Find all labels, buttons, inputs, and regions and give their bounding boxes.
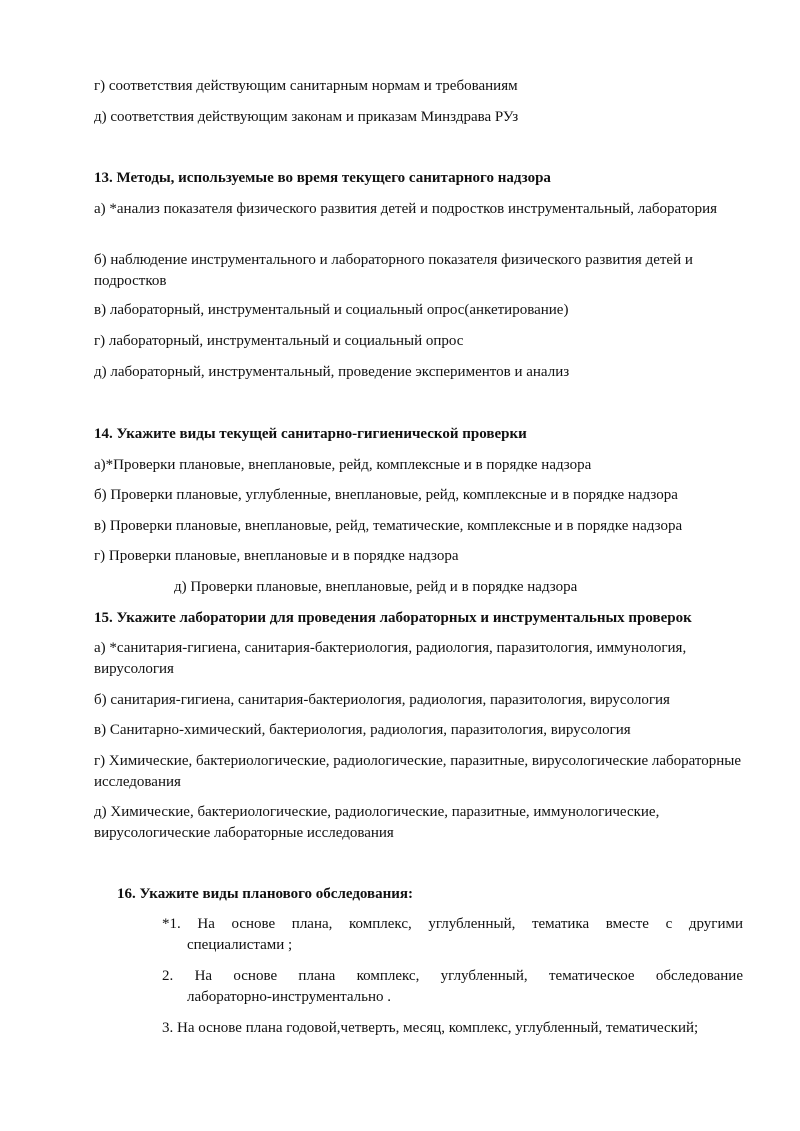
q15-answer-v: в) Санитарно-химический, бактериология, радиология, паразитология, вирусология — [94, 722, 631, 738]
q14-answer-v: в) Проверки плановые, внеплановые, рейд, тематические, комплексные и в порядке надзора — [94, 518, 683, 534]
question-13-title: 13. Методы, используемые во время текущего санитарного надзора — [94, 170, 551, 186]
q15-answer-a: а) *санитария-гигиена, санитария-бактериология, радиология, паразитология, иммунология, вирусология — [94, 640, 687, 677]
question-14-title: 14. Укажите виды текущей санитарно-гигиенической проверки — [94, 426, 527, 442]
q14-answer-g: г) Проверки плановые, внеплановые и в порядке надзора — [94, 548, 459, 564]
q13-answer-d: д) лабораторный, инструментальный, проведение экспериментов и анализ — [94, 364, 570, 380]
q16-item-1-line-2: специалистами ; — [187, 937, 293, 953]
q15-answer-b: б) санитария-гигиена, санитария-бактериология, радиология, паразитология, вирусология — [94, 692, 670, 708]
q15-answer-g: г) Химические, бактериологические, радиологические, паразитные, вирусологические лабораторные исследования — [94, 753, 742, 790]
q16-item-3: 3. На основе плана годовой,четверть, месяц, комплекс, углубленный, тематический; — [162, 1020, 699, 1036]
question-16-title: 16. Укажите виды планового обследования: — [117, 886, 414, 902]
q13-answer-a: а) *анализ показателя физического развития детей и подростков инструментальный, лаборатория — [94, 201, 718, 217]
answer-d-prev: д) соответствия действующим законам и приказам Минздрава РУз — [94, 109, 519, 125]
q14-answer-b: б) Проверки плановые, углубленные, внеплановые, рейд, комплексные и в порядке надзора — [94, 487, 678, 503]
question-15-title: 15. Укажите лаборатории для проведения лабораторных и инструментальных проверок — [94, 610, 692, 626]
q13-answer-v: в) лабораторный, инструментальный и социальный опрос(анкетирование) — [94, 302, 569, 318]
q14-answer-d: д) Проверки плановые, внеплановые, рейд и в порядке надзора — [174, 579, 578, 595]
q16-item-1-line-1: *1. На основе плана, комплекс, углубленный, тематика вместе с другими — [162, 916, 743, 932]
q16-item-2-line-1: 2. На основе плана комплекс, углубленный, тематическое обследование — [162, 968, 743, 984]
q13-answer-g: г) лабораторный, инструментальный и социальный опрос — [94, 333, 464, 349]
q14-answer-a: а)*Проверки плановые, внеплановые, рейд, комплексные и в порядке надзора — [94, 457, 592, 473]
q15-answer-d: д) Химические, бактериологические, радиологические, паразитные, иммунологические, вирусологические лабораторные исследования — [94, 804, 660, 841]
q13-answer-b: б) наблюдение инструментального и лабораторного показателя физического развития детей и подростков — [94, 252, 693, 289]
answer-g-prev: г) соответствия действующим санитарным нормам и требованиям — [94, 78, 518, 94]
q16-item-2-line-2: лабораторно-инструментально . — [187, 989, 392, 1005]
